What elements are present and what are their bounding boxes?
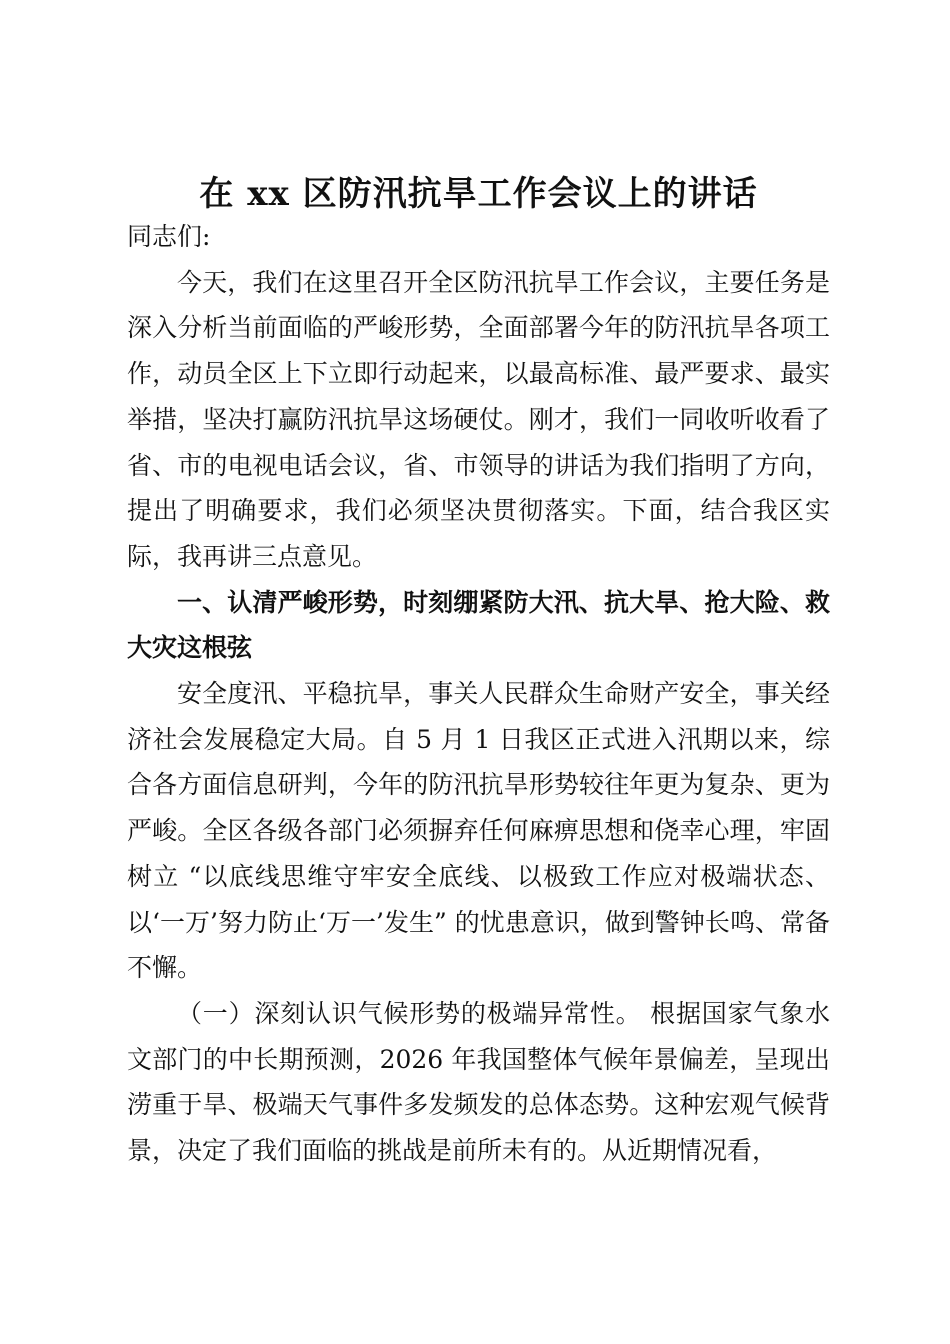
- section-1-paragraph: 安全度汛、平稳抗旱，事关人民群众生命财产安全，事关经济社会发展稳定大局。自 5 月 1 日我区正式进入汛期以来，综合各方面信息研判，今年的防汛抗旱形势较往年更为复杂、更为严峻。全区各级各部门必须摒弃任何麻痹思想和侥幸心理，牢固树立 “以底线思维守牢安全底线、以极致工作应对极端状态、以‘一万’努力防止‘万一’发生” 的忧患意识，做到警钟长鸣、常备不懈。: [127, 679, 830, 983]
- section-heading-1: 一、认清严峻形势，时刻绷紧防大汛、抗大旱、抢大险、救大灾这根弦: [127, 587, 830, 663]
- salutation: 同志们:: [127, 222, 211, 251]
- document-title: 在 xx 区防汛抗旱工作会议上的讲话: [199, 174, 758, 214]
- intro-paragraph: 今天，我们在这里召开全区防汛抗旱工作会议，主要任务是深入分析当前面临的严峻形势，全面部署今年的防汛抗旱各项工作，动员全区上下立即行动起来，以最高标准、最严要求、最实举措，坚决打赢防汛抗旱这场硬仗。刚才，我们一同收听收看了省、市的电视电话会议，省、市领导的讲话为我们指明了方向，提出了明确要求，我们必须坚决贯彻落实。下面，结合我区实际，我再讲三点意见。: [127, 267, 830, 571]
- document-body: [127, 214, 830, 1174]
- subsection-1-paragraph: （一）深刻认识气候形势的极端异常性。 根据国家气象水文部门的中长期预测，2026 年我国整体气候年景偏差，呈现出涝重于旱、极端天气事件多发频发的总体态势。这种宏观气候背景，决定了我们面临的挑战是前所未有的。从近期情况看，: [127, 998, 830, 1166]
